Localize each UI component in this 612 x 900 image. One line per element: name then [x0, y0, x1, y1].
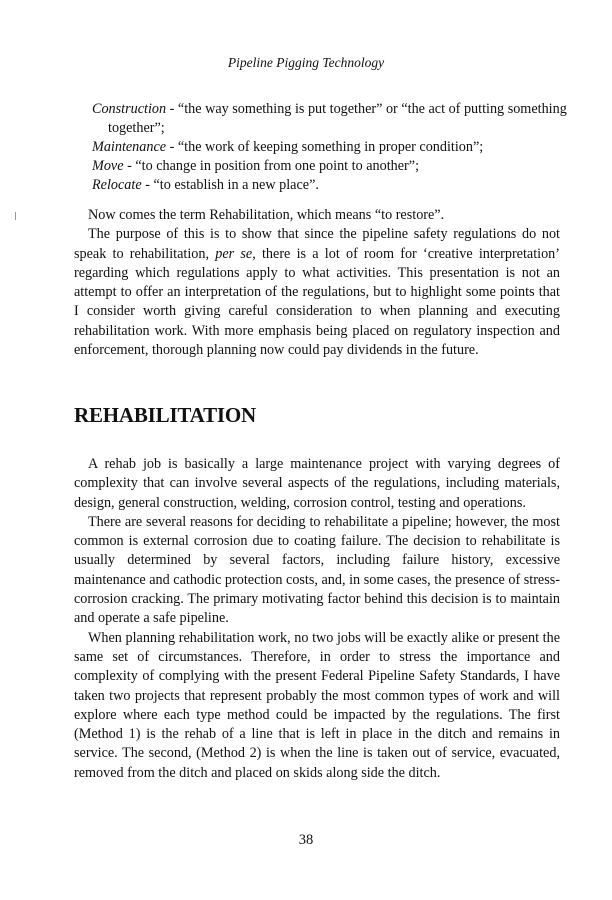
definition-item	[92, 100, 572, 138]
intro-paragraph-2-emphasis: per se,	[215, 245, 256, 262]
definition-term: Maintenance	[92, 139, 167, 155]
definition-item	[92, 138, 572, 157]
section-paragraph: A rehab job is basically a large maintenance project with varying degrees of complexity that can involve several aspects of the regulations, including materials, design, general construction, welding, corrosion control, testing and operations.	[74, 456, 560, 511]
running-header: Pipeline Pigging Technology	[227, 55, 385, 70]
definition-text: - “to change in position from one point to another”;	[123, 158, 420, 174]
definitions-list	[92, 100, 572, 195]
intro-paragraph-2	[74, 225, 560, 360]
section-body	[74, 455, 560, 783]
intro-paragraph-1	[74, 206, 560, 225]
margin-mark	[15, 212, 16, 220]
page-number: 38	[298, 832, 314, 848]
definition-item	[92, 176, 572, 195]
definition-term: Construction	[92, 101, 167, 117]
definition-term: Move	[92, 158, 124, 174]
section-heading: REHABILITATION	[74, 403, 256, 427]
definition-text: - “the work of keeping something in proper condition”;	[166, 139, 484, 155]
intro-text	[74, 206, 560, 360]
intro-paragraph-1-text: Now comes the term Rehabilitation, which means “to restore”.	[88, 207, 445, 223]
intro-paragraph-2-after: there is a lot of room for ‘creative interpretation’ regarding which regulations apply to what activities. This presentation is not an attempt to offer an interpretation of the regulations, but to highlight some points that I consider worth giving careful consideration to when planning and executing rehabilitation work. With more emphasis being placed on regulatory inspection and enforcement, thorough planning now could pay dividends in the future.	[74, 245, 561, 359]
intro-paragraph-2-before: The purpose of this is to show that since the pipeline safety regulations do not speak to rehabilitation,	[74, 226, 560, 262]
definition-item	[92, 157, 572, 176]
definition-term: Relocate	[92, 177, 142, 193]
definition-text: - “to establish in a new place”.	[141, 177, 319, 193]
definition-text: - “the way something is put together” or “the act of putting something together”;	[108, 101, 567, 136]
section-paragraph: When planning rehabilitation work, no two jobs will be exactly alike or present the same set of circumstances. Therefore, in order to stress the importance and complexity of complying with the present Federal Pipeline Safety Standards, I have taken two projects that represent probably the most common types of work and will explore where each type method could be impacted by the regulations. The first (Method 1) is the rehab of a line that is left in place in the ditch and remains in service. The second, (Method 2) is when the line is taken out of service, evacuated, removed from the ditch and placed on skids along side the ditch.	[74, 629, 560, 781]
section-paragraph: There are several reasons for deciding to rehabilitate a pipeline; however, the most common is external corrosion due to coating failure. The decision to rehabilitate is usually determined by several factors, including failure history, excessive maintenance and cathodic protection costs, and, in some cases, the presence of stress-corrosion cracking. The primary motivating factor behind this decision is to maintain and operate a safe pipeline.	[74, 513, 560, 627]
